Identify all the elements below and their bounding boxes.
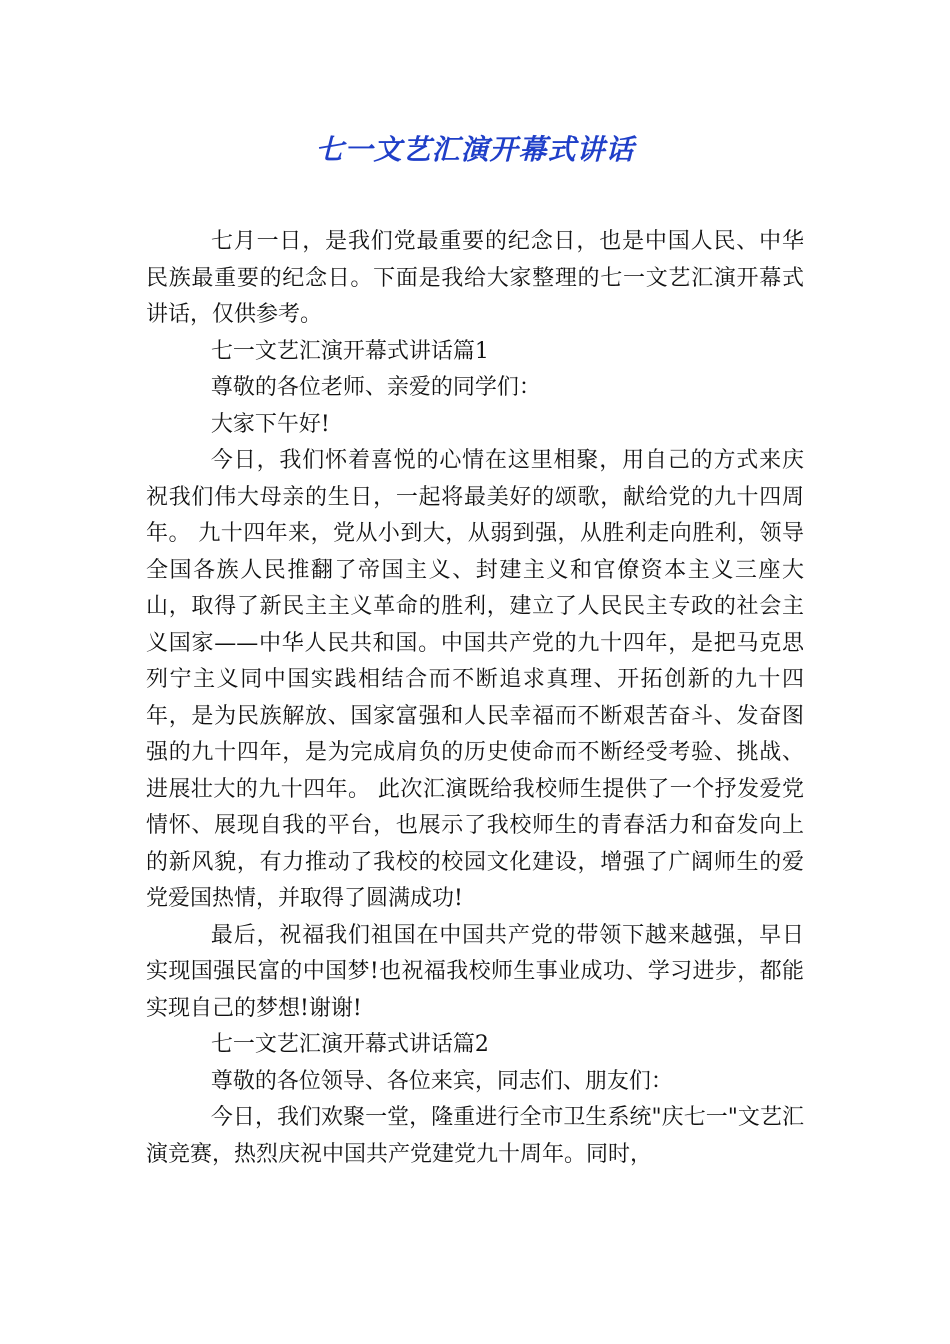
paragraph-intro: 七月一日，是我们党最重要的纪念日，也是中国人民、中华民族最重要的纪念日。下面是我给大家整理的七一文艺汇演开幕式讲话，仅供参考。 — [146, 229, 804, 327]
paragraph-speech-2-start: 今日，我们欢聚一堂，隆重进行全市卫生系统"庆七一"文艺汇演竞赛，热烈庆祝中国共产党建党九十周年。同时， — [146, 1105, 804, 1167]
paragraph-salutation-1: 尊敬的各位老师、亲爱的同学们： — [210, 375, 541, 400]
section-heading-2: 七一文艺汇演开幕式讲话篇2 — [210, 1032, 489, 1057]
paragraph-greeting: 大家下午好! — [210, 411, 330, 437]
section-heading-1: 七一文艺汇演开幕式讲话篇1 — [210, 338, 489, 364]
document-body — [146, 224, 804, 1173]
paragraph-closing: 最后，祝福我们祖国在中国共产党的带领下越来越强，早日实现国强民富的中国梦!也祝福我校师生事业成功、学习进步，都能实现自己的梦想!谢谢! — [146, 922, 804, 1021]
paragraph-speech-body: 今日，我们怀着喜悦的心情在这里相聚，用自己的方式来庆祝我们伟大母亲的生日，一起将最美好的颂歌，献给党的九十四周年。 九十四年来，党从小到大，从弱到强，从胜利走向胜利，领导全国各族人民推翻了帝国主义、封建主义和官僚资本主义三座大山，取得了新民主主义革命的胜利，建立了人民民主专政的社会主义国家——中华人民共和国。中国共产党的九十四年，是把马克思列宁主义同中国实践相结合而不断追求真理、开拓创新的九十四年，是为民族解放、国家富强和人民幸福而不断艰苦奋斗、发奋图强的九十四年，是为完成肩负的历史使命而不断经受考验、挑战、进展壮大的九十四年。 此次汇演既给我校师生提供了一个抒发爱党情怀、展现自我的平台，也展示了我校师生的青春活力和奋发向上的新风貌，有力推动了我校的校园文化建设，增强了广阔师生的爱党爱国热情，并取得了圆满成功! — [146, 448, 804, 911]
paragraph-salutation-2: 尊敬的各位领导、各位来宾，同志们、朋友们： — [210, 1068, 673, 1094]
document-title: 七一文艺汇演开幕式讲话 — [315, 133, 635, 166]
